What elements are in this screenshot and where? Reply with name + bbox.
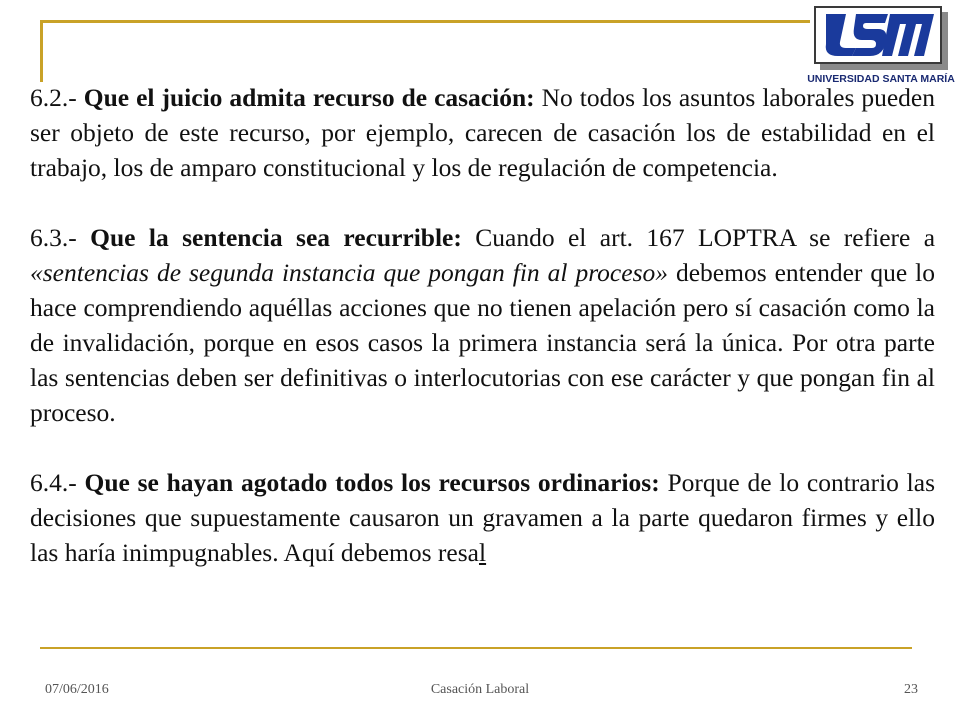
paragraph-body: debemos entender que lo hace comprendiendo aquéllas acciones que no tienen apelación pero sí casación como la de invalidación, porque en esos casos la primera instancia será la única. Por otra parte las sentencias deben ser definitivas o interlocutorias con ese carácter y que pongan fin al proceso.: [30, 258, 936, 427]
frame-left-line: [40, 20, 43, 82]
paragraph-number: 6.4.-: [30, 468, 77, 497]
paragraph-6-2: [30, 80, 935, 185]
paragraph-quote: «sentencias de segunda instancia que pongan fin al proceso»: [30, 258, 668, 287]
paragraph-number: 6.3.-: [30, 223, 77, 252]
paragraph-body: Porque de lo contrario las decisiones que supuestamente causaron un gravamen a la parte quedaron firmes y ello las haría inimpugnables. Aquí debemos resa: [30, 468, 936, 567]
paragraph-heading: Que se hayan agotado todos los recursos ordinarios:: [84, 468, 660, 497]
footer-date: 07/06/2016: [45, 682, 109, 697]
slide-content: [30, 80, 935, 605]
frame-top-line: [40, 20, 810, 23]
text-cursor[interactable]: l: [478, 538, 487, 567]
paragraph-number: 6.2.-: [30, 83, 77, 112]
paragraph-6-4: [30, 465, 935, 570]
footer-title: Casación Laboral: [430, 682, 530, 697]
paragraph-6-3: [30, 220, 935, 430]
usm-logo-graphic: [816, 8, 940, 62]
paragraph-body: No todos los asuntos laborales pueden ser objeto de este recurso, por ejemplo, carecen de casación los de estabilidad en el trabajo, los de amparo constitucional y los de regulación de competencia.: [30, 83, 935, 182]
footer-page-number: 23: [904, 682, 918, 697]
paragraph-heading: Que el juicio admita recurso de casación:: [83, 83, 535, 112]
paragraph-body: Cuando el art. 167 LOPTRA se refiere a: [475, 223, 936, 252]
logo-caption: UNIVERSIDAD SANTA MARÍA: [807, 73, 955, 85]
paragraph-heading: Que la sentencia sea recurrible:: [90, 223, 462, 252]
usm-logo-icon: [814, 6, 942, 64]
frame-bottom-line: [40, 647, 912, 649]
